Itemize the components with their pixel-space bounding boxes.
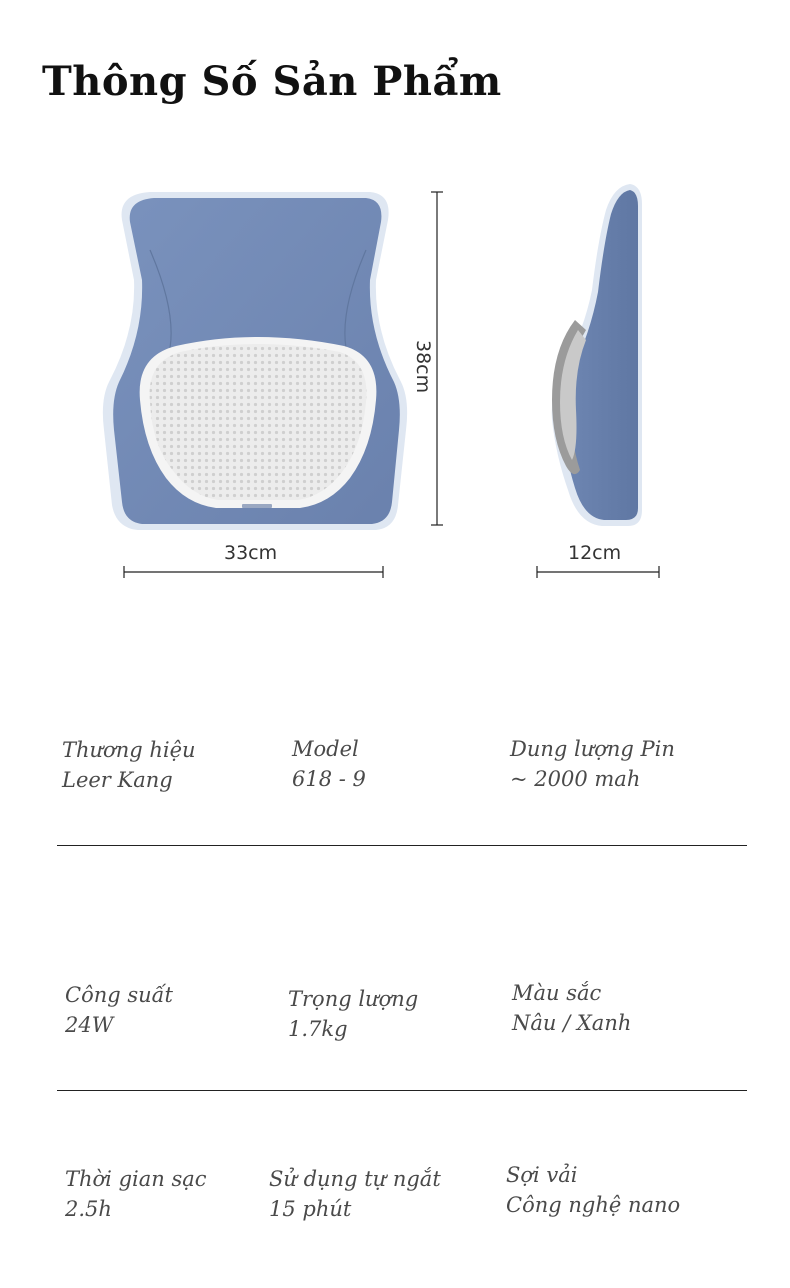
divider [57, 1090, 747, 1091]
spec-label-power: Công suất [65, 983, 173, 1007]
depth-dimension-line [537, 566, 659, 578]
spec-label-charge-time: Thời gian sạc [65, 1167, 207, 1191]
spec-value-color: Nâu / Xanh [512, 1011, 632, 1035]
spec-label-battery: Dung lượng Pin [510, 737, 675, 761]
spec-value-auto-off: 15 phút [269, 1197, 352, 1221]
spec-label-color: Màu sắc [512, 981, 602, 1005]
spec-label-fabric: Sợi vải [506, 1163, 578, 1187]
spec-label-weight: Trọng lượng [288, 987, 419, 1011]
spec-label-model: Model [292, 737, 359, 761]
depth-label: 12cm [568, 542, 622, 564]
product-illustration [0, 170, 790, 590]
spec-label-brand: Thương hiệu [62, 738, 196, 762]
divider [57, 845, 747, 846]
spec-label-auto-off: Sử dụng tự ngắt [269, 1167, 441, 1191]
cushion-side-view [552, 184, 642, 526]
width-label: 33cm [224, 542, 278, 564]
spec-value-charge-time: 2.5h [65, 1197, 112, 1221]
spec-value-battery: ~ 2000 mah [510, 767, 641, 791]
page-title: Thông Số Sản Phẩm [42, 58, 502, 105]
spec-value-weight: 1.7kg [288, 1017, 348, 1041]
width-dimension-line [124, 566, 383, 578]
cushion-front-view [103, 192, 407, 530]
spec-value-model: 618 - 9 [292, 767, 366, 791]
spec-value-fabric: Công nghệ nano [506, 1193, 681, 1217]
spec-value-brand: Leer Kang [62, 768, 173, 792]
height-label: 38cm [412, 340, 434, 394]
spec-value-power: 24W [65, 1013, 114, 1037]
